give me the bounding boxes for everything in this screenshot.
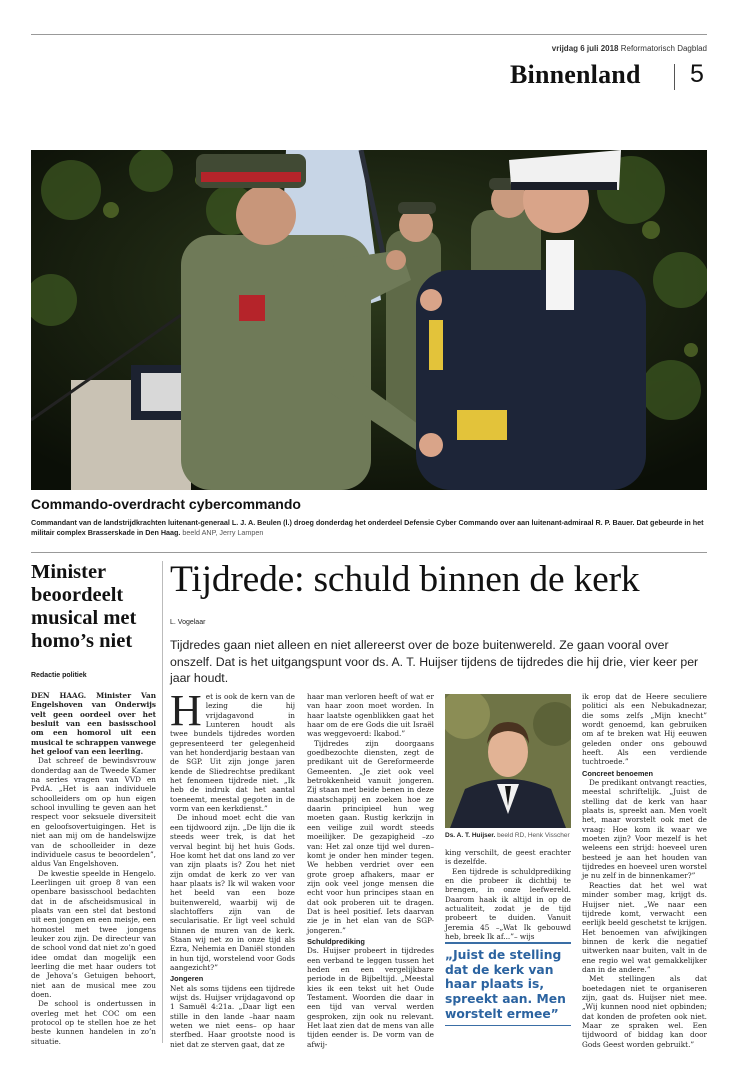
dateline — [552, 44, 707, 53]
paragraph: haar man verloren heeft of wat er van haar zoon moet worden. In haar laatste ogenblikken gaat het haar om de ere Gods die uit Israël was weggevoerd: Ikabod.” — [307, 692, 434, 739]
main-photo — [31, 150, 707, 490]
section-rule — [31, 552, 707, 553]
portrait-name: Ds. A. T. Huijser. — [445, 832, 496, 839]
subheading: Concreet benoemen — [582, 768, 654, 778]
photo-caption — [31, 518, 707, 538]
main-column-3 — [445, 848, 571, 941]
paragraph: Een tijdrede is schuldprediking en die probeer ik dichtbij te brengen, in onze leefwereld. Daarom haak ik altijd in op de actualiteit, zodat je de tijd probeert te duiden. Vanuit Jeremia 45 –„Wat Ik gebouwd heb, breek Ik af...”– wijs — [445, 866, 571, 942]
subheading: Jongeren — [170, 974, 204, 984]
subheading: Schuldprediking — [307, 936, 365, 946]
paragraph — [170, 686, 295, 814]
paragraph: Net als soms tijdens een tijdrede wijst ds. Huijser vrijdagavond op 1 Samuël 4:21a. „Daar ligt een stille in den lande –haar naam weten we niet eens– op haar sterfbed. Haar grootste nood is niet dat ze sterven gaat, dat ze — [170, 983, 295, 1049]
portrait-caption — [445, 832, 570, 839]
pull-quote: „Juist de stelling dat de kerk van haar plaats is, spreekt aan. Men worstelt ermee” — [445, 948, 566, 1021]
paragraph: ik erop dat de Heere seculiere politici als een Nebukadnezar, die soms zelfs „Mijn knecht” wordt genoemd, kan gebruiken om af te breken wat Hij eeuwen geleden onder ons gebouwd heeft. Als een verdiende tuchtroede.” — [582, 692, 707, 767]
date: vrijdag 6 juli 2018 — [551, 44, 619, 53]
paragraph: Reacties dat het wel wat minder somber mag, krijgt ds. Huijser niet. „We naar een tijdrede komt, verwacht een eerlijk beeld geschetst te krijgen. Het benoemen van afwijkingen binnen de kerk die negatief uitwerken naar buiten, valt in de ene regio wel wat gemakkelijker dan in de andere.” — [582, 880, 707, 974]
photo-caption-title: Commando-overdracht cybercommando — [31, 496, 301, 512]
paragraph: De predikant ontvangt reacties, meestal schriftelijk. „Juist de stelling dat de kerk van haar plaats is, spreekt aan. Men voelt het, maar worstelt ook met de vraag: Hoe kom ik waar we moeten zijn? Voor mezelf is het weleens een strijd: hoeveel uren besteed je aan het houden van tijdredes en hoeveel uren worstel je nu zelf in de binnenkamer?” — [582, 778, 707, 881]
paragraph: De kwestie speelde in Hengelo. Leerlingen uit groep 8 van een openbare basisschool bedachten dat in de afscheidsmusical in plaats van een stel dat bestond uit een jongen en een meisje, een homostel met twee jongens leuker zou zijn. De directeur van de school vond dat niet zo’n goed idee omdat dan mogelijk een leerling die met haar ouders tot de Jehova’s Getuigen behoort, niet aan de musical mee zou doen. — [31, 868, 156, 999]
paragraph-text: et is ook de kern van de lezing die hij vrijdagavond in Lunteren houdt als twee bundels tijdredes worden gepresenteerd ter gelegenheid van het honderdjarig bestaan van de SGP. Uit zijn jonge jaren kende de Sliedrechtse predikant het fenomeen tijdrede niet. „Ik heb de indruk dat het aantal toeneemt, meestal gegoten in de vorm van een kerkdienst.” — [170, 692, 295, 814]
side-article-byline: Redactie politiek — [31, 672, 87, 679]
paragraph: De school is ondertussen in overleg met het COC om een protocol op te stellen hoe ze het beste kunnen handelen in zo’n situatie. — [31, 999, 156, 1046]
main-column-2 — [307, 692, 434, 1049]
paragraph: king verschilt, de geest erachter is dezelfde. — [445, 848, 571, 867]
drop-cap: H — [170, 686, 202, 735]
side-article-lead: DEN HAAG. Minister Van Engelshoven van Onderwijs velt geen oordeel over het besluit van een basisschool om een homorol uit een musical te schrappen vanwege het geloof van een leerling. — [31, 691, 157, 757]
paragraph: Ds. Huijser probeert in tijdredes een verband te leggen tussen het heden en een vergelijkbare periode in de Bijbeltijd. „Meestal kies ik een tekst uit het Oude Testament. Woorden die daar in een tijd van verval werden gesproken, zijn ook nu relevant. Het laat zien dat de mens van alle tijden eender is. De vorm van de afwij- — [307, 946, 434, 1049]
main-article-headline: Tijdrede: schuld binnen de kerk — [170, 559, 640, 600]
quote-rule-bottom — [445, 1025, 571, 1026]
paragraph: Tijdredes zijn doorgaans goedbezochte diensten, zegt de predikant uit de Gereformeerde Gemeenten. „Je ziet ook veel betrokkenheid vanuit jongeren. Zij staan met beide benen in deze maatschappij en zoeken hoe ze daarin principieel hun weg moeten gaan. Rustig kerkzijn in een veilige zuil wordt steeds moeilijker. De gezapigheid –zo van: Het zal onze tijd wel duren– komt je onder hen minder tegen. We hebben verdriet over een grote groep afhakers, maar er zijn ook veel jonge mensen die echt voor hun principes staan en dat ook proberen uit te dragen. Dat is heel positief. Iets daarvan zie je in het elan van de SGP-jongeren.” — [307, 738, 434, 935]
portrait-photo — [445, 694, 571, 828]
main-article-intro: Tijdredes gaan niet alleen en niet allereerst over de boze buitenwereld. Ze gaan vooral over onszelf. Dat is het uitgangspunt voor ds. A. T. Huijser tijdens de tijdredes die hij drie, vier keer per jaar houdt. — [170, 638, 699, 686]
paragraph: Met stellingen als dat boetedagen niet te organiseren zijn, gaat ds. Huijser niet mee. „Wij kunnen nood niet opbinden; dat konden de profeten ook niet. Maar ze spraken wel. Een tijdwoord of biddag kan door Gods Geest worden gebruikt.” — [582, 974, 707, 1049]
main-column-4 — [582, 692, 707, 1049]
page-separator — [674, 64, 675, 90]
section-title: Binnenland — [510, 60, 641, 89]
main-article-byline: L. Vogelaar — [170, 619, 206, 626]
page-number: 5 — [690, 60, 704, 88]
paragraph: Dat schreef de bewindsvrouw donderdag aan de Tweede Kamer na series vragen van VVD en PvdA. „Het is aan individuele schoolleiders om op hun eigen school invulling te geven aan het respect voor seksuele diversiteit en geloofsovertuigingen. Het is niet aan mij om de handelswijze van de schoolleider in deze individuele casus te beoordelen”, aldus Van Engelshoven. — [31, 756, 156, 869]
paper-name: Reformatorisch Dagblad — [620, 44, 707, 53]
top-rule — [31, 34, 707, 35]
paragraph: De inhoud moet echt die van een tijdwoord zijn. „De lijn die ik steeds weer trek, is dat het verval begint bij het huis Gods. Hoe komt het dat ons land zo ver van zijn plaats is? Zou het niet zijn omdat de kerk zo ver van haar plaats is? Ik wil waken voor het beeld van een boze buitenwereld, waarbij wij de slachtoffers zijn van de secularisatie. Er ligt veel schuld binnen de muren van de kerk. Staan wij net zo in onze tijd als Ezra, Nehemia en Daniël stonden in hun tijd, worstelend voor Gods aangezicht?” — [170, 813, 295, 972]
photo-caption-text: Commandant van de landstrijdkrachten luitenant-generaal L. J. A. Beulen (l.) droeg donderdag het onderdeel Defensie Cyber Commando over aan luitenant-admiraal R. P. Bauer. Dat gebeurde in het militair complex Brasserskade in Den Haag. — [31, 518, 704, 537]
side-article-body — [31, 691, 156, 1046]
quote-rule-top — [445, 942, 571, 944]
side-article-headline: Minister beoordeelt musical met homo’s niet — [31, 561, 137, 652]
photo-credit: beeld ANP, Jerry Lampen — [182, 528, 264, 537]
portrait-credit: beeld RD, Henk Visscher — [497, 832, 570, 839]
main-column-1 — [170, 686, 295, 1049]
column-separator — [162, 561, 163, 1043]
